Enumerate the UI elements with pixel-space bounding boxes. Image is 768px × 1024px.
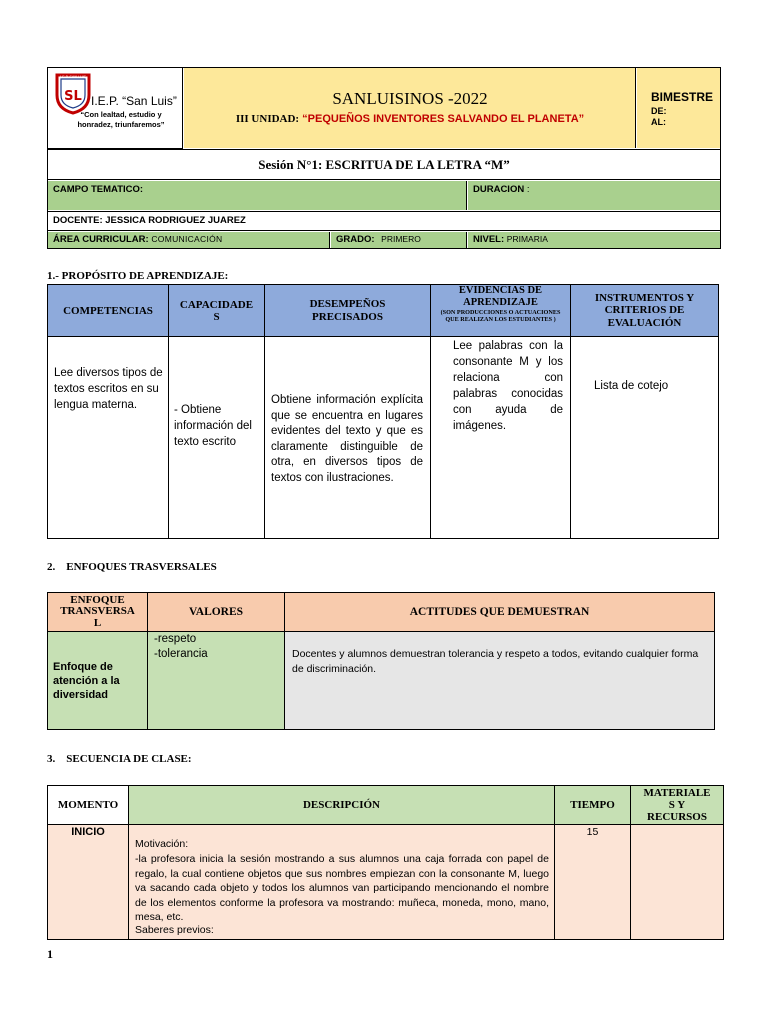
unit-prefix: III UNIDAD: xyxy=(235,113,300,125)
col-capacidades xyxy=(168,284,265,337)
duracion-text xyxy=(473,184,529,195)
col-capacidades-line2: S xyxy=(213,310,220,323)
bimestre-label: BIMESTRE xyxy=(651,90,714,104)
col-enfoque xyxy=(47,592,148,632)
nivel-label: NIVEL: xyxy=(473,234,505,245)
tiempo-value: 15 xyxy=(586,826,599,838)
col-instrumentos-line1: INSTRUMENTOS Y xyxy=(594,291,695,304)
col-instrumentos-line2: CRITERIOS DE xyxy=(604,304,685,317)
grado-label: GRADO: xyxy=(336,234,375,245)
unit-line xyxy=(184,113,636,125)
area-cell xyxy=(48,232,330,248)
descripcion-text: -la profesora inicia la sesión mostrando a sus alumnos una caja forrada con papel de regalo, la cual contiene objetos que sus nombres empiezan con la consonante M, luego va sacando cada objeto y todos los alumnos van participando mencionando el nombre de los elementos conforme la profesora va mostrando: muñeca, moneda, mono, mano, mesa, etc. xyxy=(135,853,549,923)
bimestre-cell xyxy=(637,68,720,148)
momento-inicio: INICIO xyxy=(71,826,105,838)
col-descripcion: DESCRIPCIÓN xyxy=(128,785,555,825)
evidencia-cell xyxy=(430,336,571,539)
school-name: I.E.P. “San Luis” xyxy=(91,94,177,108)
logo-cell xyxy=(47,67,183,149)
descripcion-motivacion: Motivación: xyxy=(135,838,189,850)
duracion-cell xyxy=(468,181,720,210)
title-cell xyxy=(184,68,636,148)
valor-respeto: -respeto xyxy=(154,633,197,645)
capacidad-cell xyxy=(168,336,265,539)
area-label: ÁREA CURRICULAR: xyxy=(53,234,149,245)
grado-value: PRIMERO xyxy=(381,234,421,244)
enfoque-cell xyxy=(47,631,148,730)
session-title: Sesión N°1: ESCRITUA DE LA LETRA “M” xyxy=(48,149,720,180)
duracion-colon: : xyxy=(526,184,530,195)
campo-tematico-cell xyxy=(48,181,467,210)
valor-tolerancia: -tolerancia xyxy=(154,648,208,660)
col-materiales-line1: MATERIALE xyxy=(643,787,711,799)
col-tiempo: TIEMPO xyxy=(554,785,631,825)
materiales-cell xyxy=(630,824,724,940)
col-materiales-line2: S Y xyxy=(668,799,686,811)
enfoque-text: Enfoque de atención a la diversidad xyxy=(53,661,120,701)
desempeno-text: Obtiene información explícita que se encuentra en lugares evidentes del texto y que es claramente distinguible de otra, en diversos tipos de textos con ilustraciones. xyxy=(271,394,423,484)
unit-name: “PEQUEÑOS INVENTORES SALVANDO EL PLANETA” xyxy=(302,113,585,125)
al-label: AL: xyxy=(651,117,666,127)
logo-arc-text: I.E.P. SAN LUIS xyxy=(60,75,86,79)
nivel-cell xyxy=(468,232,720,248)
col-evidencias-sub: (SON PRODUCCIONES O ACTUACIONES QUE REALIZAN LOS ESTUDIANTES ) xyxy=(440,309,561,323)
col-enfoque-line3: L xyxy=(93,616,102,629)
page-number: 1 xyxy=(47,947,53,961)
section3-heading: 3. SECUENCIA DE CLASE: xyxy=(47,753,192,765)
campo-tematico-label: CAMPO TEMATICO: xyxy=(53,184,144,195)
col-evidencias xyxy=(430,284,571,337)
col-capacidades-line1: CAPACIDADE xyxy=(179,298,254,311)
instrumento-cell xyxy=(570,336,719,539)
col-instrumentos xyxy=(570,284,719,337)
col-desempenos-line1: DESEMPEÑOS xyxy=(309,297,386,310)
momento-cell xyxy=(47,824,129,940)
section2-heading: 2. ENFOQUES TRASVERSALES xyxy=(47,561,217,573)
logo-letters: SL xyxy=(64,89,82,104)
tiempo-cell xyxy=(554,824,631,940)
col-valores: VALORES xyxy=(147,592,285,632)
actitud-text: Docentes y alumnos demuestran tolerancia y respeto a todos, evitando cualquier forma de discriminación. xyxy=(292,648,699,675)
col-materiales xyxy=(630,785,724,825)
col-evidencias-line1: EVIDENCIAS DE xyxy=(458,285,543,296)
school-logo xyxy=(53,71,93,115)
descripcion-cell xyxy=(128,824,555,940)
de-label: DE: xyxy=(651,106,667,116)
descripcion-saberes: Saberes previos: xyxy=(135,924,214,936)
actitudes-cell xyxy=(284,631,715,730)
col-desempenos xyxy=(264,284,431,337)
school-motto: “Con lealtad, estudio y honradez, triunfaremos” xyxy=(77,110,165,129)
col-competencias: COMPETENCIAS xyxy=(47,284,169,337)
evidencia-text: Lee palabras con la consonante M y los relaciona con palabras conocidas con ayuda de imágenes. xyxy=(453,340,563,432)
col-enfoque-line1: ENFOQUE xyxy=(70,593,125,606)
grado-cell xyxy=(331,232,467,248)
col-instrumentos-line3: EVALUACIÓN xyxy=(607,316,682,329)
capacidad-text: - Obtiene información del texto escrito xyxy=(174,404,252,448)
area-value: COMUNICACIÓN xyxy=(151,234,223,244)
col-evidencias-line2: APRENDIZAJE xyxy=(463,297,538,308)
duracion-label: DURACION xyxy=(473,184,525,195)
valores-cell xyxy=(147,631,285,730)
docente-row: DOCENTE: JESSICA RODRIGUEZ JUAREZ xyxy=(48,211,720,231)
instrumento-text: Lista de cotejo xyxy=(594,380,669,392)
desempeno-cell xyxy=(264,336,431,539)
page-title: SANLUISINOS -2022 xyxy=(332,89,488,108)
col-materiales-line3: RECURSOS xyxy=(647,811,707,823)
nivel-value: PRIMARIA xyxy=(506,234,548,244)
col-enfoque-line2: TRANSVERSA xyxy=(60,605,135,618)
col-desempenos-line2: PRECISADOS xyxy=(312,310,383,323)
competencia-cell xyxy=(47,336,169,539)
section1-heading: 1.- PROPÓSITO DE APRENDIZAJE: xyxy=(47,270,229,282)
col-actitudes: ACTITUDES QUE DEMUESTRAN xyxy=(284,592,715,632)
competencia-text: Lee diversos tipos de textos escritos en su lengua materna. xyxy=(54,367,163,411)
col-momento: MOMENTO xyxy=(47,785,129,825)
